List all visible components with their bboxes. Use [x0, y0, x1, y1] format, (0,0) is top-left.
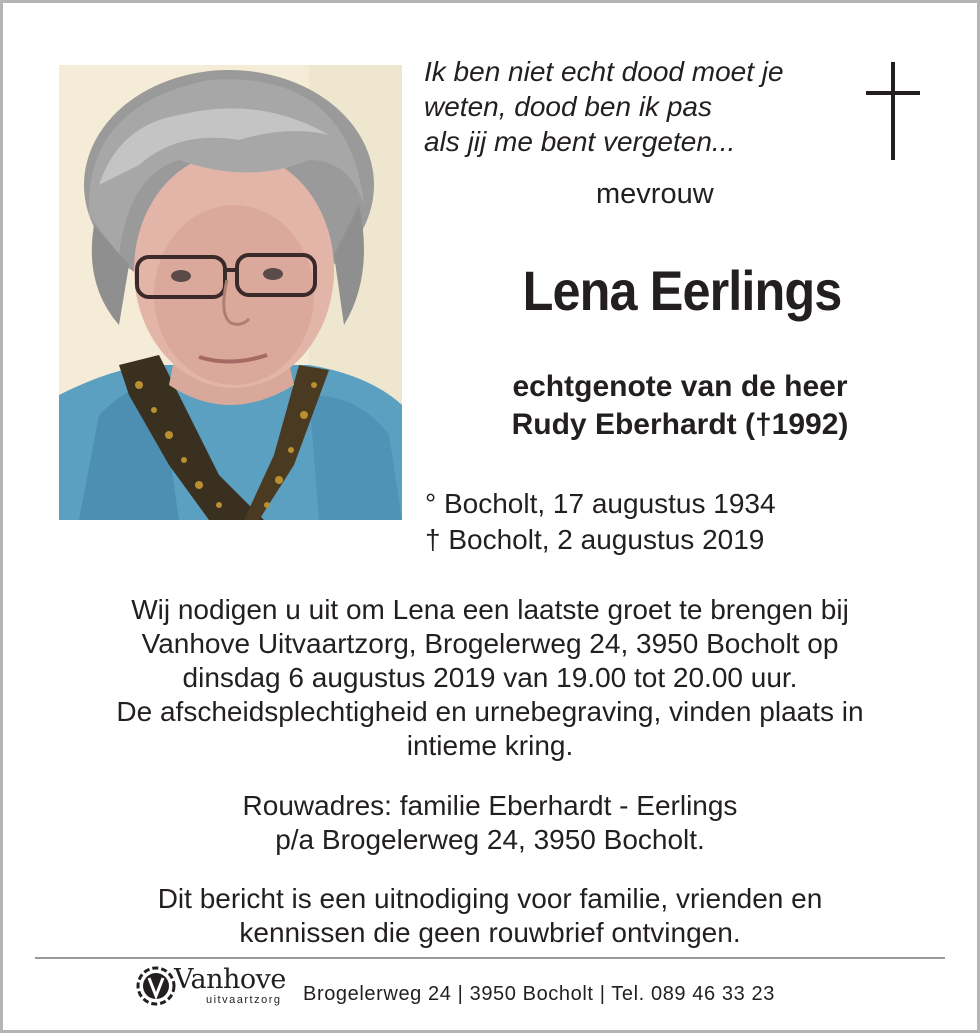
mourning-address: [40, 789, 940, 857]
honorific: mevrouw: [596, 178, 714, 210]
spouse-line: echtgenote van de heer: [512, 370, 848, 403]
vanhove-v-icon: [134, 964, 178, 1008]
spouse-info: [430, 368, 930, 444]
address-line: p/a Brogelerweg 24, 3950 Bocholt.: [275, 824, 705, 855]
notice-line: kennissen die geen rouwbrief ontvingen.: [239, 917, 741, 948]
portrait-photo: [59, 65, 402, 520]
invitation-line: Wij nodigen u uit om Lena een laatste groet te brengen bij: [131, 594, 849, 625]
footer-divider: [35, 957, 945, 959]
logo-name: Vanhove: [174, 964, 286, 995]
deceased-name: Lena Eerlings: [522, 259, 842, 322]
death-date: † Bocholt, 2 augustus 2019: [425, 524, 765, 555]
logo-subtitle: uitvaartzorg: [206, 994, 282, 1006]
memorial-poem: [424, 54, 864, 159]
address-line: Rouwadres: familie Eberhardt - Eerlings: [242, 790, 738, 821]
funeral-home-contact: Brogelerweg 24 | 3950 Bocholt | Tel. 089 46 33 23: [303, 983, 775, 1005]
notice-line: Dit bericht is een uitnodiging voor familie, vrienden en: [157, 883, 823, 914]
invitation-line: intieme kring.: [406, 730, 574, 761]
invitation-line: dinsdag 6 augustus 2019 van 19.00 tot 20.00 uur.: [182, 662, 798, 693]
funeral-home-logo: [134, 964, 294, 1010]
birth-date: ° Bocholt, 17 augustus 1934: [425, 488, 776, 519]
invitation-text: [40, 593, 940, 763]
cross-icon: [863, 62, 923, 160]
notice-text: [40, 882, 940, 950]
poem-line: als jij me bent vergeten...: [424, 126, 736, 157]
invitation-line: Vanhove Uitvaartzorg, Brogelerweg 24, 3950 Bocholt op: [141, 628, 839, 659]
life-dates: [425, 486, 776, 558]
poem-line: Ik ben niet echt dood moet je: [424, 56, 784, 87]
poem-line: weten, dood ben ik pas: [424, 91, 712, 122]
invitation-line: De afscheidsplechtigheid en urnebegraving, vinden plaats in: [116, 696, 864, 727]
spouse-name: Rudy Eberhardt (†1992): [511, 408, 849, 441]
